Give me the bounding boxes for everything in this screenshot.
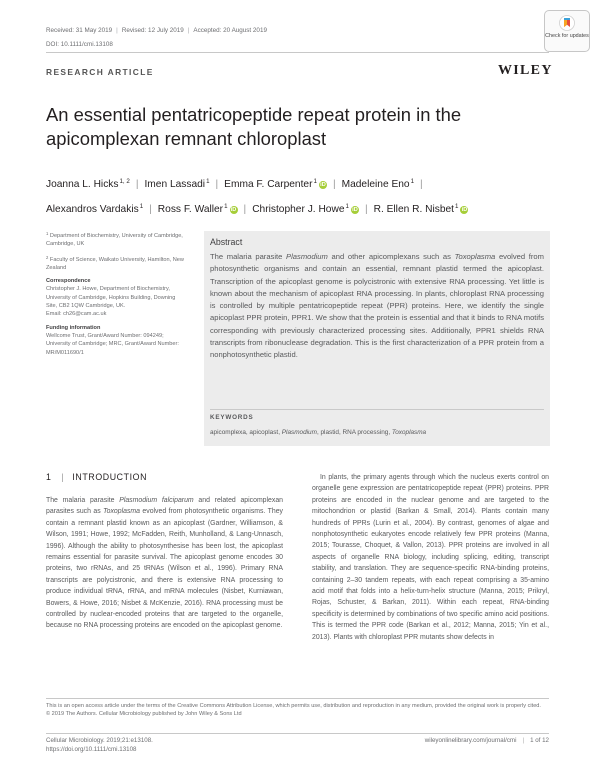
bookmark-icon: [559, 15, 575, 31]
body-column-right: [312, 472, 549, 643]
author-name: Christopher J. Howe$^1$ iD: [252, 203, 358, 215]
journal-doi-link[interactable]: https://doi.org/10.1111/cmi.13108: [46, 745, 137, 753]
abstract-box: [204, 231, 550, 446]
article-dates: Received: 31 May 2019 | Revised: 12 July 2019 | Accepted: 20 August 2019: [46, 27, 267, 34]
license-note: [46, 702, 549, 718]
orcid-icon[interactable]: iD: [461, 207, 468, 213]
author-name: Alexandros Vardakis$^1$: [46, 203, 144, 215]
journal-url-link[interactable]: wileyonlinelibrary.com/journal/cmi: [424, 737, 517, 744]
journal-citation: [46, 737, 153, 754]
check-for-updates-button[interactable]: [544, 10, 590, 52]
body-column-left: [46, 495, 283, 632]
footer-divider: [46, 698, 549, 699]
section-number: 1: [46, 472, 52, 482]
article-info-column: [46, 230, 186, 362]
section-title: INTRODUCTION: [72, 472, 148, 482]
funding-text: Wellcome Trust, Grant/Award Number: 094249; University of Cambridge; MRC, Grant/Award Number: MR/M011690/1: [46, 332, 179, 356]
keywords-heading: KEYWORDS: [210, 414, 254, 421]
keywords-divider: [210, 409, 544, 410]
copyright-text: © 2019 The Authors. Cellular Microbiology published by John Wiley & Sons Ltd: [46, 711, 242, 717]
correspondence-heading: Correspondence: [46, 278, 91, 285]
author-name: Joanna L. Hicks$^{1, 2}$: [46, 178, 130, 190]
received-date: Received: 31 May 2019: [46, 27, 113, 34]
section-heading: 1 | INTRODUCTION: [46, 472, 148, 482]
license-text: This is an open access article under the terms of the Creative Commons Attribution License, which permits use, distribution and reproduction in any medium, provided the original work is properly cited.: [46, 703, 541, 709]
check-for-updates-label: Check for updates: [545, 33, 589, 39]
revised-date: Revised: 12 July 2019: [121, 27, 184, 34]
abstract-text: The malaria parasite Plasmodium and other apicomplexans such as Toxoplasma evolved from photosynthetic organisms and contain an essential, remnant plastid termed the apicoplast. Transcription of the apicoplast genome is polycistronic with extensive RNA processing. Yet little is known about the mechanism of apicoplast RNA processing. In plants, chloroplast RNA processing is controlled by multiple pentatricopeptide repeat (PPR) proteins. Here, we identify the single apicoplast PPR protein, PPR1. We show that the protein is essential and that it binds to RNA motifs corresponding with previously characterized processing sites. Additionally, PPR1 shields RNA transcripts from ribonuclease degradation. This is the first characterization of a PPR protein from a nonphotosynthetic plastid.: [210, 252, 544, 360]
correspondence-text: Christopher J. Howe, Department of Biochemistry, University of Cambridge, Hopkins Building, Downing Site, CB2 1QW Cambridge, UK.: [46, 286, 176, 310]
affiliation-1: $^1$ Department of Biochemistry, University of Cambridge, Cambridge, UK: [46, 231, 183, 248]
publisher-logo: WILEY: [498, 63, 553, 78]
paragraph: In plants, the primary agents through which the nucleus exerts control on organelle gene expression are pentatricopeptide repeat (PPR) proteins. PPR proteins are encoded in the nuclear genome and are targeted to the mitochondrion or plastid (Barkan & Small, 2014). Plants contain many hundreds of PPRs (Lurin et al., 2004). By contrast, genomes of algae and nonphotosynthetic eukaryotes encode relatively few PPR proteins (Manna, 2015; Tourasse, Choquet, & Vallon, 2013). PPR proteins are involved in all aspects of organelle RNA biology, including splicing, editing, transcript stability, and translation. They are sequence-specific RNA-binding proteins, containing 2–30 tandem repeats, with each repeat comprising a 35-amino acid motif that folds into a helix-turn-helix structure (Manna, 2015; Prikryl, Rojas, Schuster, & Barkan, 2011). Within each repeat, RNA-binding specificity is determined by combinations of two specific amino acid positions. This is termed the PPR code (Barkan et al., 2012; Manna, 2015; Yin et al., 2013). Plants with chloroplast PPR mutants show defects in: [312, 474, 549, 641]
abstract-heading: Abstract: [210, 237, 243, 247]
article-type: RESEARCH ARTICLE: [46, 67, 154, 77]
author-name: Emma F. Carpenter$^1$ iD: [224, 178, 326, 190]
footer-divider: [46, 733, 549, 734]
author-name: Ross F. Waller$^1$ iD: [157, 203, 237, 215]
orcid-icon[interactable]: iD: [320, 182, 326, 188]
keywords-text: apicomplexa, apicoplast, Plasmodium, plastid, RNA processing, Toxoplasma: [210, 429, 427, 436]
header-divider: [46, 52, 549, 53]
orcid-icon[interactable]: iD: [352, 207, 358, 213]
author-list: Joanna L. Hicks$^{1, 2}$ | Imen Lassadi$^1$ | Emma F. Carpenter$^1$ iD | Madeleine Eno$^1$ | Alexandros Vardakis$^1$ | Ross F. Waller$^1$ iD | Christopher J. Howe$^1$ iD | R. Ellen R. Nisbet$^1$ iD: [46, 178, 468, 215]
article-doi: DOI: 10.1111/cmi.13108: [46, 41, 113, 48]
funding-heading: Funding information: [46, 324, 101, 331]
journal-cite: Cellular Microbiology. 2019;21:e13108.: [46, 737, 153, 744]
affiliation-2: $^2$ Faculty of Science, Waikato University, Hamilton, New Zealand: [46, 254, 184, 271]
author-name: Imen Lassadi$^1$: [144, 178, 210, 190]
footer-right: wileyonlinelibrary.com/journal/cmi | 1 of 12: [424, 737, 549, 744]
author-name: R. Ellen R. Nisbet$^1$ iD: [373, 203, 468, 215]
author-name: Madeleine Eno$^1$: [341, 178, 415, 190]
article-title: An essential pentatricopeptide repeat protein in the apicomplexan remnant chloroplast: [46, 104, 462, 149]
paragraph: The malaria parasite Plasmodium falciparum and related apicomplexan parasites such as Toxoplasma evolved from photosynthetic organisms. They contain a remnant plastid known as an apicoplast (Gardner, Williamson, & Wilson, 1991; Howe, 1992; McFadden, Reith, Munholland, & Lang-Unnasch, 1996). Although the ability to photosynthesise has been lost, the apicoplast remains essential for parasite survival. The apicoplast genome encodes 30 proteins, two rRNAs, and 25 tRNAs (Wilson et al., 1996). Primary RNA transcripts are polycistronic, and there is extensive RNA processing to produce individual tRNA, rRNA, and mRNA molecules (Nisbet, Kurniawan, Bowers, & Howe, 2016; Nisbet & McKenzie, 2016). RNA processing must be controlled by nuclear-encoded proteins that are targeted to the organelle, because no RNA processing proteins are encoded on the apicoplast genome.: [46, 497, 283, 630]
accepted-date: Accepted: 20 August 2019: [193, 27, 267, 34]
correspondence-email: Email: ch26@cam.ac.uk: [46, 311, 107, 318]
orcid-icon[interactable]: iD: [230, 207, 237, 213]
page-number: 1 of 12: [530, 737, 549, 744]
